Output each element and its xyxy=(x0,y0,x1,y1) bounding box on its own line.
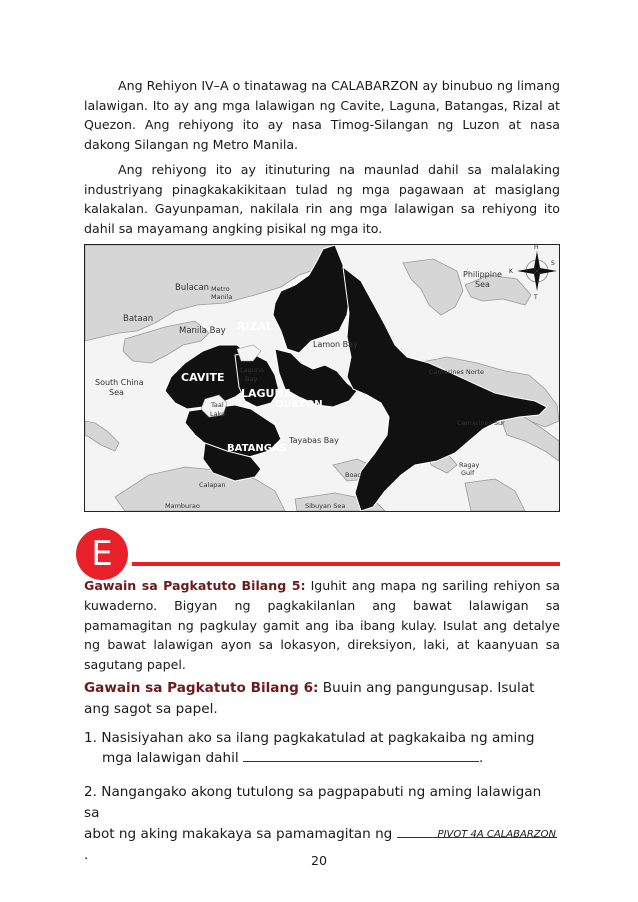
compass-east: S xyxy=(551,260,555,267)
activity-6-title: Gawain sa Pagkatuto Bilang 6: xyxy=(84,680,319,696)
label-quezon: QUEZON xyxy=(275,399,323,410)
label-bulacan: Bulacan xyxy=(175,283,210,293)
label-batangas: BATANGAS xyxy=(227,443,287,454)
calabarzon-map xyxy=(84,244,560,512)
label-metro-manila-2: Manila xyxy=(211,293,233,301)
item-1-number: 1. xyxy=(84,730,97,746)
footer-note: PIVOT 4A CALABARZON xyxy=(437,829,556,840)
compass-south: T xyxy=(534,294,538,301)
label-laguna-bay-2: Bay xyxy=(245,375,258,383)
map-graphic xyxy=(85,245,559,511)
label-camarines-norte: Camarines Norte xyxy=(429,368,484,376)
page-number: 20 xyxy=(310,853,328,868)
label-camarines-sur: Camarines Sur xyxy=(457,419,505,427)
activity-5-body: Iguhit ang mapa ng sariling rehiyon sa kuwaderno. Bigyan ng pagkakilanlan ang bawat lalawigan sa pamamagitan ng pagkulay gamit ang iba ibang kulay. Isulat ang detalye ng bawat lalawigan ayon sa lokasyon, direksiyon, laki, at kaanyuan sa sagutang papel. xyxy=(84,578,560,673)
item-2-line-2: abot ng aking makakaya sa pamamagitan ng xyxy=(84,826,393,842)
label-bataan: Bataan xyxy=(123,314,154,324)
activity-5 xyxy=(84,576,560,675)
label-tayabas-bay: Tayabas Bay xyxy=(289,436,339,445)
activity-5-title: Gawain sa Pagkatuto Bilang 5: xyxy=(84,578,306,593)
label-philippine-sea-1: Philippine xyxy=(463,270,502,279)
item-2-end: . xyxy=(84,847,89,863)
label-mamburao: Mamburao xyxy=(165,502,200,510)
item-2-line-1: 2. Nangangako akong tutulong sa pagpapabuti ng aming lalawigan sa xyxy=(84,784,542,821)
section-e-badge: E xyxy=(76,528,128,580)
intro-paragraph-1: Ang Rehiyon IV–A o tinatawag na CALABARZON ay binubuo ng limang lalawigan. Ito ay ang mga lalawigan ng Cavite, Laguna, Batangas, Rizal at Quezon. Ang rehiyong ito ay nasa Timog-Silangan ng Luzon at nasa dakong Silangan ng Metro Manila. xyxy=(84,78,560,152)
compass-north: H xyxy=(534,245,539,251)
activity-6 xyxy=(84,678,560,720)
activity-6-item-1 xyxy=(84,728,560,768)
label-sibuyan-sea: Sibuyan Sea xyxy=(305,502,346,510)
item-1-line-1: Nasisiyahan ako sa ilang pagkakatulad at pagkakaiba ng aming xyxy=(101,730,535,746)
section-divider xyxy=(132,562,560,566)
label-south-china-sea-2: Sea xyxy=(109,388,124,397)
label-laguna: LAGUNA xyxy=(241,387,293,400)
label-south-china-sea-1: South China xyxy=(95,378,144,387)
item-1-end: . xyxy=(478,750,484,766)
label-philippine-sea-2: Sea xyxy=(475,280,490,289)
label-calapan: Calapan xyxy=(199,481,226,489)
item-1-line-2: mga lalawigan dahil xyxy=(102,750,239,766)
label-cavite: CAVITE xyxy=(181,371,225,384)
label-taal-lake-2: Lake xyxy=(210,410,226,418)
label-lamon-bay: Lamon Bay xyxy=(313,340,358,349)
label-ragay-gulf-1: Ragay xyxy=(459,461,480,469)
label-laguna-bay-1: Laguna xyxy=(240,366,264,374)
label-taal-lake-1: Taal xyxy=(211,401,224,409)
item-1-answer-blank[interactable] xyxy=(243,749,479,762)
label-ragay-gulf-2: Gulf xyxy=(461,469,475,477)
activity-6-body: Buuin ang pangungusap. Isulat ang sagot sa papel. xyxy=(84,680,535,717)
label-rizal: RIZAL xyxy=(237,320,274,333)
compass-west: K xyxy=(509,268,513,275)
label-metro-manila-1: Metro xyxy=(211,285,230,293)
intro-paragraph-2: Ang rehiyong ito ay itinuturing na maunlad dahil sa malalaking industriyang pinagkakakikitaan tulad ng mga pagawaan at masiglang kalakalan. Gayunpaman, nakilala rin ang mga lalawigan sa rehiyong ito dahil sa mayamang angking pisikal ng mga ito. xyxy=(84,162,560,236)
label-boac: Boac xyxy=(345,471,361,479)
label-manila-bay: Manila Bay xyxy=(179,326,226,336)
